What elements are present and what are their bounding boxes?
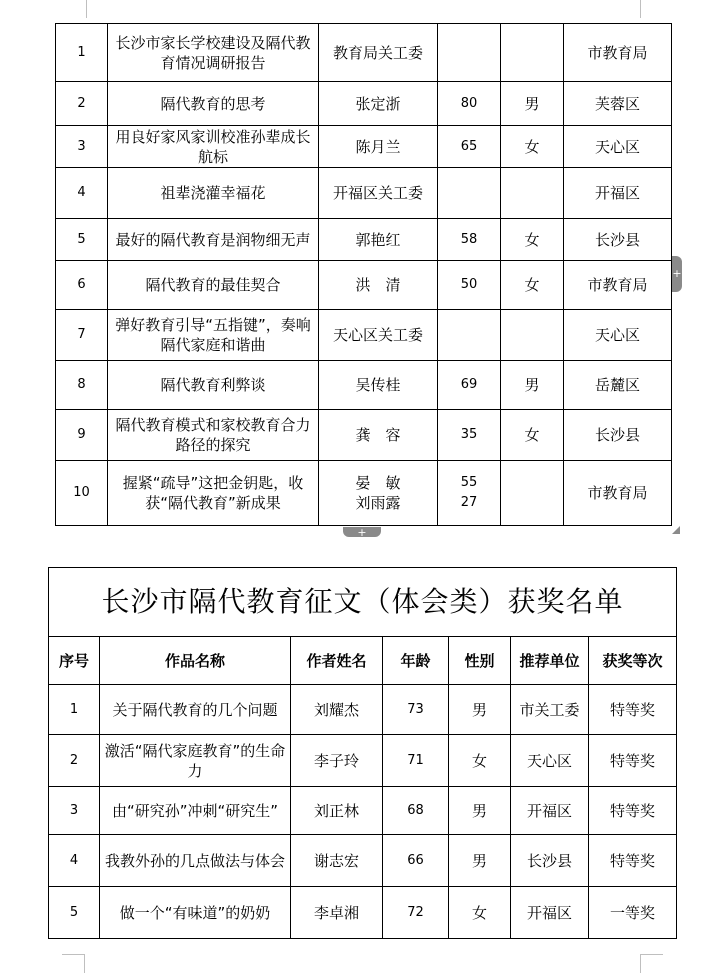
table-row xyxy=(56,219,672,261)
header-age: 年龄 xyxy=(383,637,449,685)
row-number: 3 xyxy=(56,126,108,168)
recommending-unit: 天心区 xyxy=(564,310,672,361)
table-row xyxy=(49,835,677,887)
author-gender xyxy=(501,24,564,82)
essay-title: 隔代教育模式和家校教育合力路径的探究 xyxy=(108,410,319,461)
add-column-handle[interactable]: + xyxy=(672,256,682,292)
author-age: 68 xyxy=(383,787,449,835)
author-age xyxy=(438,310,501,361)
header-row xyxy=(49,637,677,685)
table-resize-handle[interactable] xyxy=(672,526,680,534)
author-gender xyxy=(501,168,564,219)
author-gender xyxy=(501,461,564,526)
author-name: 吴传桂 xyxy=(319,361,438,410)
table-row xyxy=(49,787,677,835)
award-level: 一等奖 xyxy=(589,887,677,939)
author-age: 55 xyxy=(460,475,478,490)
author-gender: 女 xyxy=(501,261,564,310)
crop-mark-top-left xyxy=(64,0,87,18)
row-number: 2 xyxy=(56,82,108,126)
author-name: 天心区关工委 xyxy=(319,310,438,361)
table-row xyxy=(56,310,672,361)
row-number: 4 xyxy=(49,835,100,887)
table-row xyxy=(56,24,672,82)
author-age: 72 xyxy=(383,887,449,939)
author-age: 35 xyxy=(438,410,501,461)
essay-title: 弹好教育引导“五指键”，奏响隔代家庭和谐曲 xyxy=(108,310,319,361)
author-name: 郭艳红 xyxy=(319,219,438,261)
author-age-2: 27 xyxy=(460,495,478,510)
header-gender: 性别 xyxy=(449,637,511,685)
author-name: 刘耀杰 xyxy=(291,685,383,735)
essay-title: 做一个“有味道”的奶奶 xyxy=(100,887,291,939)
author-gender: 女 xyxy=(501,410,564,461)
table-row xyxy=(49,887,677,939)
essay-title: 隔代教育的思考 xyxy=(108,82,319,126)
essay-title: 隔代教育的最佳契合 xyxy=(108,261,319,310)
crop-mark-top-right xyxy=(640,0,663,18)
author-gender: 女 xyxy=(501,126,564,168)
author-name: 陈月兰 xyxy=(319,126,438,168)
table-row xyxy=(56,361,672,410)
award-level: 特等奖 xyxy=(589,735,677,787)
author-age: 69 xyxy=(438,361,501,410)
author-age: 65 xyxy=(438,126,501,168)
recommending-unit: 长沙县 xyxy=(564,219,672,261)
table-row xyxy=(56,461,672,526)
author-name: 开福区关工委 xyxy=(319,168,438,219)
essay-title: 长沙市家长学校建设及隔代教育情况调研报告 xyxy=(108,24,319,82)
author-name: 李卓湘 xyxy=(291,887,383,939)
header-number: 序号 xyxy=(49,637,100,685)
author-age: 71 xyxy=(383,735,449,787)
header-author: 作者姓名 xyxy=(291,637,383,685)
author-name: 教育局关工委 xyxy=(319,24,438,82)
crop-mark-bottom-right xyxy=(640,954,663,973)
author-gender: 男 xyxy=(501,361,564,410)
table-row xyxy=(49,685,677,735)
essay-title: 隔代教育利弊谈 xyxy=(108,361,319,410)
row-number: 1 xyxy=(49,685,100,735)
author-gender: 男 xyxy=(449,835,511,887)
table-row xyxy=(49,735,677,787)
table-row xyxy=(56,410,672,461)
author-gender xyxy=(501,310,564,361)
essay-list-table xyxy=(55,23,672,526)
row-number: 1 xyxy=(56,24,108,82)
essay-title: 用良好家风家训校准孙辈成长航标 xyxy=(108,126,319,168)
recommending-unit: 市教育局 xyxy=(564,261,672,310)
author-names xyxy=(319,461,438,526)
author-gender: 女 xyxy=(501,219,564,261)
recommending-unit: 市教育局 xyxy=(564,461,672,526)
award-level: 特等奖 xyxy=(589,835,677,887)
row-number: 3 xyxy=(49,787,100,835)
row-number: 4 xyxy=(56,168,108,219)
table-row xyxy=(56,82,672,126)
author-name: 龚 容 xyxy=(319,410,438,461)
award-level: 特等奖 xyxy=(589,685,677,735)
row-number: 5 xyxy=(56,219,108,261)
table-row xyxy=(56,168,672,219)
essay-title: 祖辈浇灌幸福花 xyxy=(108,168,319,219)
award-level: 特等奖 xyxy=(589,787,677,835)
recommending-unit: 开福区 xyxy=(564,168,672,219)
recommending-unit: 市关工委 xyxy=(511,685,589,735)
author-name: 刘正林 xyxy=(291,787,383,835)
author-age: 66 xyxy=(383,835,449,887)
header-unit: 推荐单位 xyxy=(511,637,589,685)
row-number: 6 xyxy=(56,261,108,310)
recommending-unit: 市教育局 xyxy=(564,24,672,82)
recommending-unit: 长沙县 xyxy=(511,835,589,887)
author-gender: 男 xyxy=(449,787,511,835)
header-award: 获奖等次 xyxy=(589,637,677,685)
recommending-unit: 岳麓区 xyxy=(564,361,672,410)
row-number: 9 xyxy=(56,410,108,461)
table-title: 长沙市隔代教育征文（体会类）获奖名单 xyxy=(49,568,677,637)
author-gender: 女 xyxy=(449,887,511,939)
award-list-table xyxy=(48,567,677,939)
essay-title: 最好的隔代教育是润物细无声 xyxy=(108,219,319,261)
author-age xyxy=(438,168,501,219)
author-age: 80 xyxy=(438,82,501,126)
recommending-unit: 开福区 xyxy=(511,787,589,835)
essay-title: 由“研究孙”冲刺“研究生” xyxy=(100,787,291,835)
author-gender: 女 xyxy=(449,735,511,787)
author-name-2: 刘雨露 xyxy=(355,494,401,512)
recommending-unit: 长沙县 xyxy=(564,410,672,461)
row-number: 8 xyxy=(56,361,108,410)
recommending-unit: 天心区 xyxy=(564,126,672,168)
row-number: 7 xyxy=(56,310,108,361)
author-name: 晏 敏 xyxy=(355,474,401,492)
author-age: 58 xyxy=(438,219,501,261)
essay-title: 激活“隔代家庭教育”的生命力 xyxy=(100,735,291,787)
row-number: 10 xyxy=(56,461,108,526)
essay-title: 握紧“疏导”这把金钥匙，收获“隔代教育”新成果 xyxy=(108,461,319,526)
row-number: 5 xyxy=(49,887,100,939)
author-age: 73 xyxy=(383,685,449,735)
author-gender: 男 xyxy=(501,82,564,126)
row-number: 2 xyxy=(49,735,100,787)
author-age: 50 xyxy=(438,261,501,310)
recommending-unit: 芙蓉区 xyxy=(564,82,672,126)
author-name: 李子玲 xyxy=(291,735,383,787)
author-gender: 男 xyxy=(449,685,511,735)
table-row xyxy=(56,126,672,168)
author-ages xyxy=(438,461,501,526)
author-name: 洪 清 xyxy=(319,261,438,310)
table-row xyxy=(56,261,672,310)
essay-title: 关于隔代教育的几个问题 xyxy=(100,685,291,735)
author-age xyxy=(438,24,501,82)
essay-title: 我教外孙的几点做法与体会 xyxy=(100,835,291,887)
author-name: 张定浙 xyxy=(319,82,438,126)
recommending-unit: 天心区 xyxy=(511,735,589,787)
recommending-unit: 开福区 xyxy=(511,887,589,939)
author-name: 谢志宏 xyxy=(291,835,383,887)
add-row-handle[interactable]: + xyxy=(343,527,381,537)
crop-mark-bottom-left xyxy=(62,954,85,973)
header-title: 作品名称 xyxy=(100,637,291,685)
